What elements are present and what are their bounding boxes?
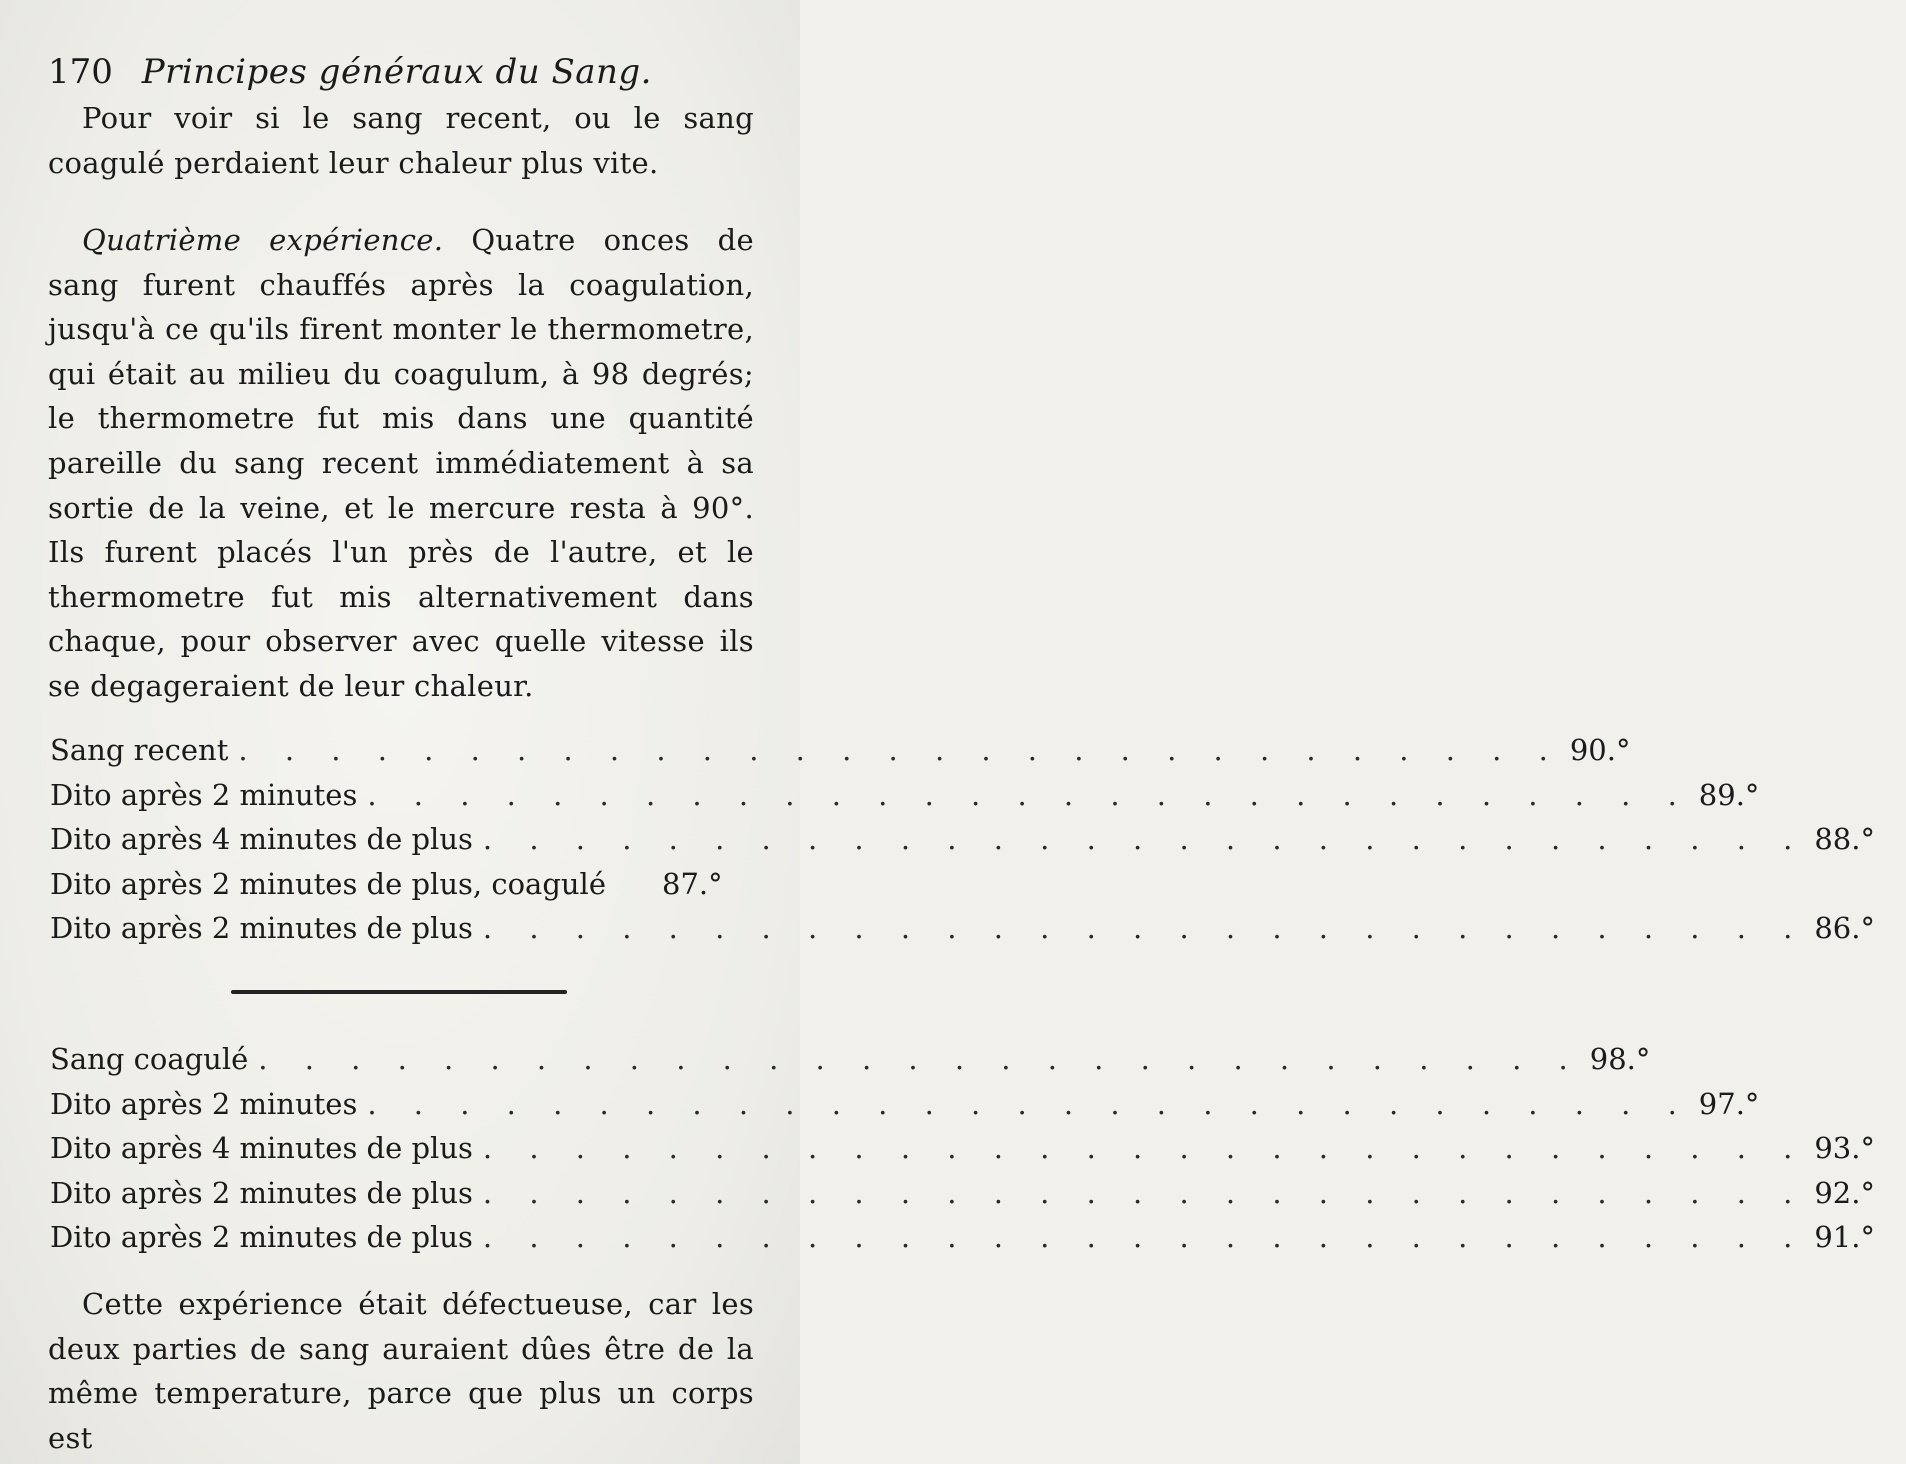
table-row	[50, 728, 1631, 773]
dot-leader: . . . . . . . . . . . . . . . . . . . . . . . . . . . . .	[258, 1042, 1582, 1076]
row-label: Dito après 2 minutes	[50, 1086, 358, 1121]
dot-leader: . . . . . . . . . . . . . . . . . . . . . . . . . . . . .	[482, 1220, 1807, 1255]
row-label: Dito après 4 minutes de plus	[50, 822, 473, 857]
row-value: 91.°	[1814, 1220, 1875, 1255]
row-value: 98.°	[1589, 1042, 1651, 1076]
table-coagulated-blood	[50, 1037, 1875, 1260]
table-row	[50, 773, 1760, 818]
running-title: Principes généraux du Sang.	[141, 52, 652, 92]
experiment-text: Quatre onces de sang furent chauffés après la coagulation, jusqu'à ce qu'ils firent monter le thermometre, qui était au milieu du coagulum, à 98 degrés; le thermometre fut mis dans une quantité pareille du sang recent immédiatement à sa sortie de la veine, et le mercure resta à 90°. Ils furent placés l'un près de l'autre, et le thermometre fut mis alternativement dans chaque, pour observer avec quelle vitesse ils se degageraient de leur chaleur.	[48, 223, 754, 703]
table-recent-blood	[50, 728, 1875, 951]
lead-paragraph-block	[48, 96, 754, 185]
table-row	[50, 906, 1875, 951]
row-label: Dito après 2 minutes de plus, coagulé	[50, 866, 606, 901]
experiment-paragraph-block	[48, 218, 754, 709]
table-row	[50, 1215, 1875, 1260]
row-value: 93.°	[1814, 1131, 1875, 1166]
table-row	[50, 817, 1875, 862]
row-label: Dito après 2 minutes de plus	[50, 911, 473, 946]
experiment-label: Quatrième expérience.	[82, 223, 444, 257]
dot-leader: . . . . . . . . . . . . . . . . . . . . . . . . . . . . .	[238, 733, 1562, 767]
row-value: 97.°	[1698, 1086, 1760, 1121]
dot-leader: . . . . . . . . . . . . . . . . . . . . . . . . . . . . .	[367, 1086, 1691, 1121]
page-number: 170	[48, 52, 113, 92]
table-row	[50, 1037, 1651, 1082]
row-value: 88.°	[1814, 822, 1875, 857]
table-row	[50, 1171, 1875, 1216]
dot-leader: . . . . . . . . . . . . . . . . . . . . . . . . . . . . .	[482, 822, 1807, 857]
row-label: Dito après 2 minutes de plus	[50, 1220, 473, 1255]
dot-leader: . . . . . . . . . . . . . . . . . . . . . . . . . . . . .	[482, 911, 1807, 946]
row-value: 89.°	[1698, 777, 1760, 812]
row-label: Dito après 4 minutes de plus	[50, 1131, 473, 1166]
table-row	[50, 1082, 1760, 1127]
conclusion-paragraph: Cette expérience était défectueuse, car les deux parties de sang auraient dûes être de la même temperature, parce que plus un corps est	[48, 1287, 754, 1455]
row-label: Dito après 2 minutes	[50, 777, 358, 812]
dot-leader: . . . . . . . . . . . . . . . . . . . . . . . . . . . . .	[482, 1131, 1807, 1166]
table-row	[50, 862, 754, 907]
row-value: 87.°	[662, 866, 723, 901]
table-row	[50, 1126, 1875, 1171]
dot-leader: . . . . . . . . . . . . . . . . . . . . . . . . . . . . .	[367, 777, 1691, 812]
page-header	[48, 44, 748, 100]
row-label: Sang coagulé	[50, 1042, 249, 1076]
row-label: Dito après 2 minutes de plus	[50, 1175, 473, 1210]
section-divider	[231, 990, 567, 994]
row-value: 90.°	[1569, 733, 1631, 767]
row-value: 92.°	[1814, 1175, 1875, 1210]
row-value: 86.°	[1814, 911, 1875, 946]
lead-paragraph: Pour voir si le sang recent, ou le sang coagulé perdaient leur chaleur plus vite.	[48, 101, 754, 180]
experiment-paragraph	[48, 218, 754, 709]
row-label: Sang recent	[50, 733, 229, 767]
conclusion-paragraph-block	[48, 1282, 754, 1460]
dot-leader: . . . . . . . . . . . . . . . . . . . . . . . . . . . . .	[482, 1175, 1807, 1210]
